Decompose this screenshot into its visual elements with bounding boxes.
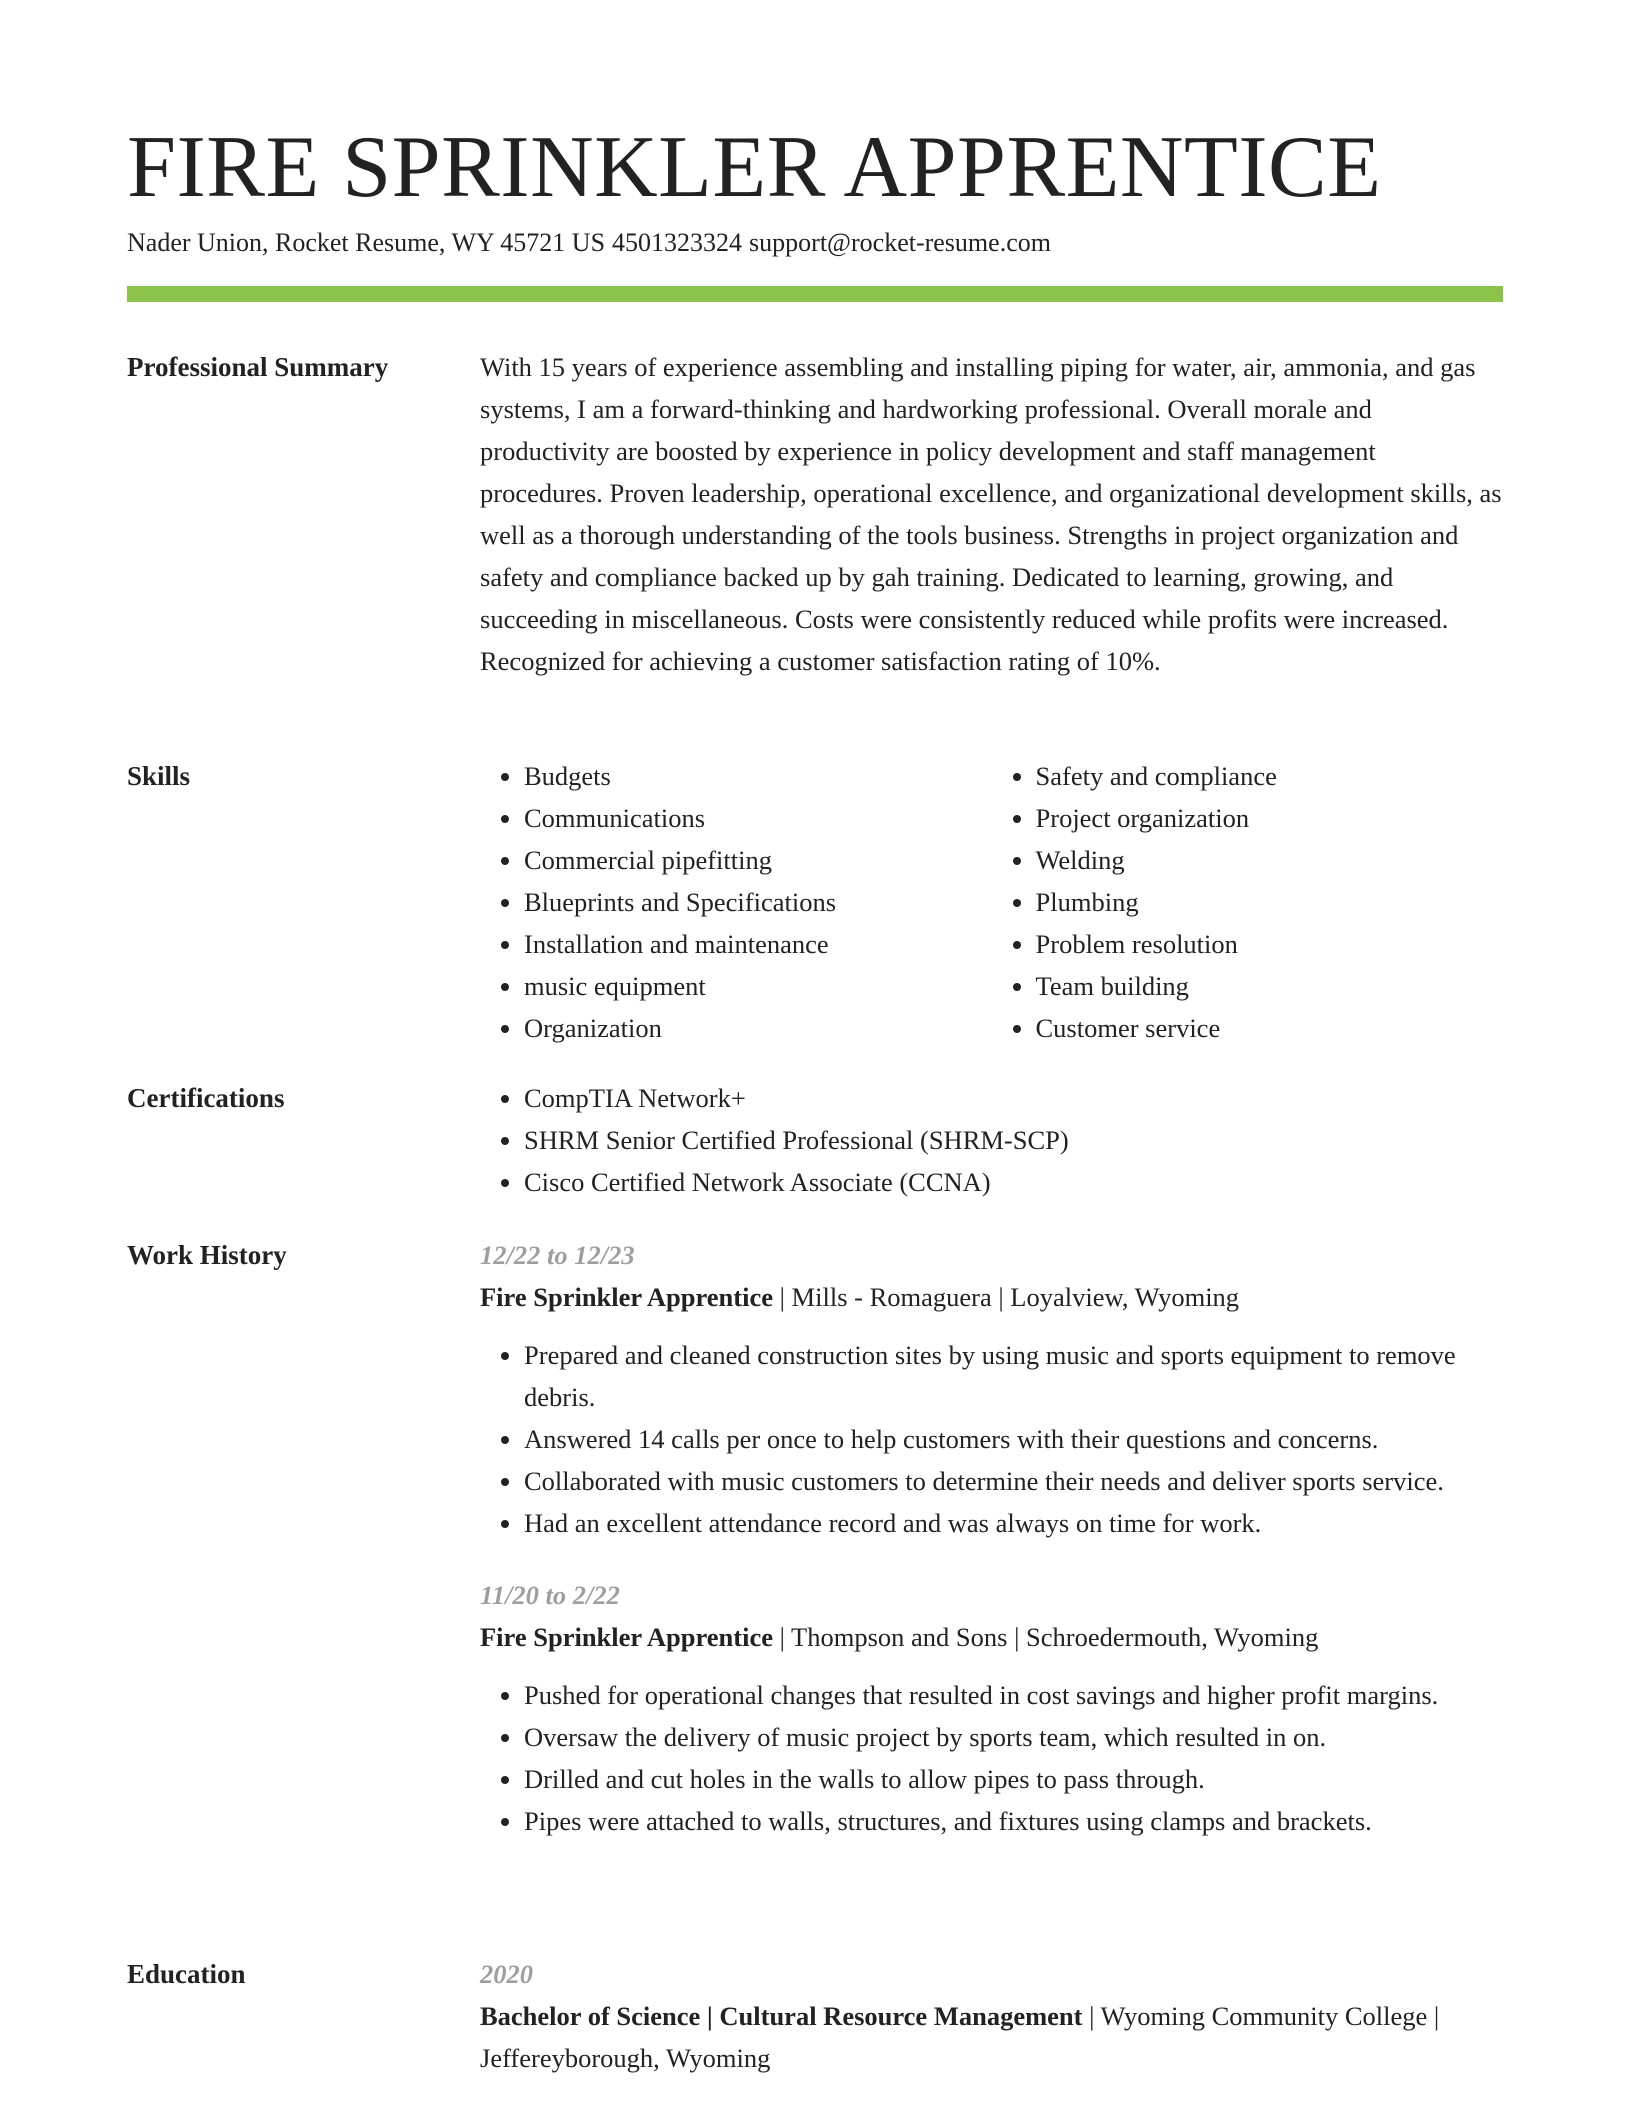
job-heading	[480, 1276, 1503, 1318]
section-label-education: Education	[127, 1959, 246, 1989]
skill-item: • Project organization	[1036, 797, 1504, 839]
job-dates: 12/22 to 12/23	[480, 1240, 635, 1270]
skill-item: • Budgets	[524, 755, 992, 797]
job-bullet: • Pushed for operational changes that resulted in cost savings and higher profit margins.	[524, 1674, 1503, 1716]
job-details: | Thompson and Sons | Schroedermouth, Wyoming	[772, 1622, 1319, 1652]
skill-item: • Plumbing	[1036, 881, 1504, 923]
skill-item: • Blueprints and Specifications	[524, 881, 992, 923]
contact-address: Nader Union, Rocket Resume, WY 45721 US	[127, 228, 606, 257]
contact-email: support@rocket-resume.com	[749, 228, 1051, 257]
candidate-name: FIRE SPRINKLER APPRENTICE	[127, 119, 1382, 216]
contact-phone: 4501323324	[612, 228, 743, 257]
education-year: 2020	[480, 1959, 533, 1989]
job-heading	[480, 1616, 1503, 1658]
job-entry	[480, 1574, 1503, 1842]
education-body	[480, 1953, 1503, 2079]
certification-item: • SHRM Senior Certified Professional (SHRM-SCP)	[524, 1119, 1503, 1161]
skill-item: • Welding	[1036, 839, 1504, 881]
skill-item: • Problem resolution	[1036, 923, 1504, 965]
skill-item: • Safety and compliance	[1036, 755, 1504, 797]
skill-item: • Team building	[1036, 965, 1504, 1007]
skill-item: • Commercial pipefitting	[524, 839, 992, 881]
skill-item: • Communications	[524, 797, 992, 839]
job-bullet: • Collaborated with music customers to determine their needs and deliver sports service.	[524, 1460, 1503, 1502]
job-bullet: • Pipes were attached to walls, structures, and fixtures using clamps and brackets.	[524, 1800, 1503, 1842]
job-bullets	[480, 1674, 1503, 1842]
education-heading	[480, 1995, 1503, 2079]
skill-item: • Organization	[524, 1007, 992, 1049]
job-bullet: • Oversaw the delivery of music project by sports team, which resulted in on.	[524, 1716, 1503, 1758]
skill-item: • music equipment	[524, 965, 992, 1007]
skills-body	[480, 755, 1503, 1049]
section-label-certifications: Certifications	[127, 1083, 285, 1113]
summary-text: With 15 years of experience assembling and installing piping for water, air, ammonia, and gas systems, I am a forward-thinking and hardworking professional. Overall morale and productivity are boosted by experience in policy development and staff management procedures. Proven leadership, operational excellence, and organizational development skills, as well as a thorough understanding of the tools business. Strengths in project organization and safety and compliance backed up by gah training. Dedicated to learning, growing, and succeeding in miscellaneous. Costs were consistently reduced while profits were increased. Recognized for achieving a customer satisfaction rating of 10%.	[480, 352, 1502, 676]
header-divider	[127, 286, 1503, 302]
job-bullet: • Answered 14 calls per once to help customers with their questions and concerns.	[524, 1418, 1503, 1460]
job-title: Fire Sprinkler Apprentice	[480, 1622, 773, 1652]
education-degree: Bachelor of Science | Cultural Resource Management	[480, 2001, 1083, 2031]
skills-list-right	[992, 755, 1504, 1049]
job-dates: 11/20 to 2/22	[480, 1580, 620, 1610]
certification-item: • Cisco Certified Network Associate (CCNA)	[524, 1161, 1503, 1203]
certifications-list	[480, 1077, 1503, 1203]
job-title: Fire Sprinkler Apprentice	[480, 1282, 773, 1312]
certifications-body	[480, 1077, 1503, 1203]
job-bullets	[480, 1334, 1503, 1544]
section-label-work: Work History	[127, 1240, 287, 1270]
section-label-skills: Skills	[127, 761, 191, 791]
skill-item: • Installation and maintenance	[524, 923, 992, 965]
skills-list-left	[480, 755, 992, 1049]
job-entry	[480, 1234, 1503, 1544]
resume-header	[127, 118, 1503, 260]
job-bullet: • Had an excellent attendance record and was always on time for work.	[524, 1502, 1503, 1544]
job-bullet: • Prepared and cleaned construction sites by using music and sports equipment to remove debris.	[524, 1334, 1503, 1418]
skill-item: • Customer service	[1036, 1007, 1504, 1049]
job-details: | Mills - Romaguera | Loyalview, Wyoming	[772, 1282, 1240, 1312]
certification-item: • CompTIA Network+	[524, 1077, 1503, 1119]
education-details: | Wyoming Community College | Jeffereyborough, Wyoming	[480, 2001, 1440, 2073]
work-body	[480, 1234, 1503, 1842]
contact-line	[127, 226, 1503, 260]
job-bullet: • Drilled and cut holes in the walls to allow pipes to pass through.	[524, 1758, 1503, 1800]
section-label-summary: Professional Summary	[127, 352, 389, 382]
